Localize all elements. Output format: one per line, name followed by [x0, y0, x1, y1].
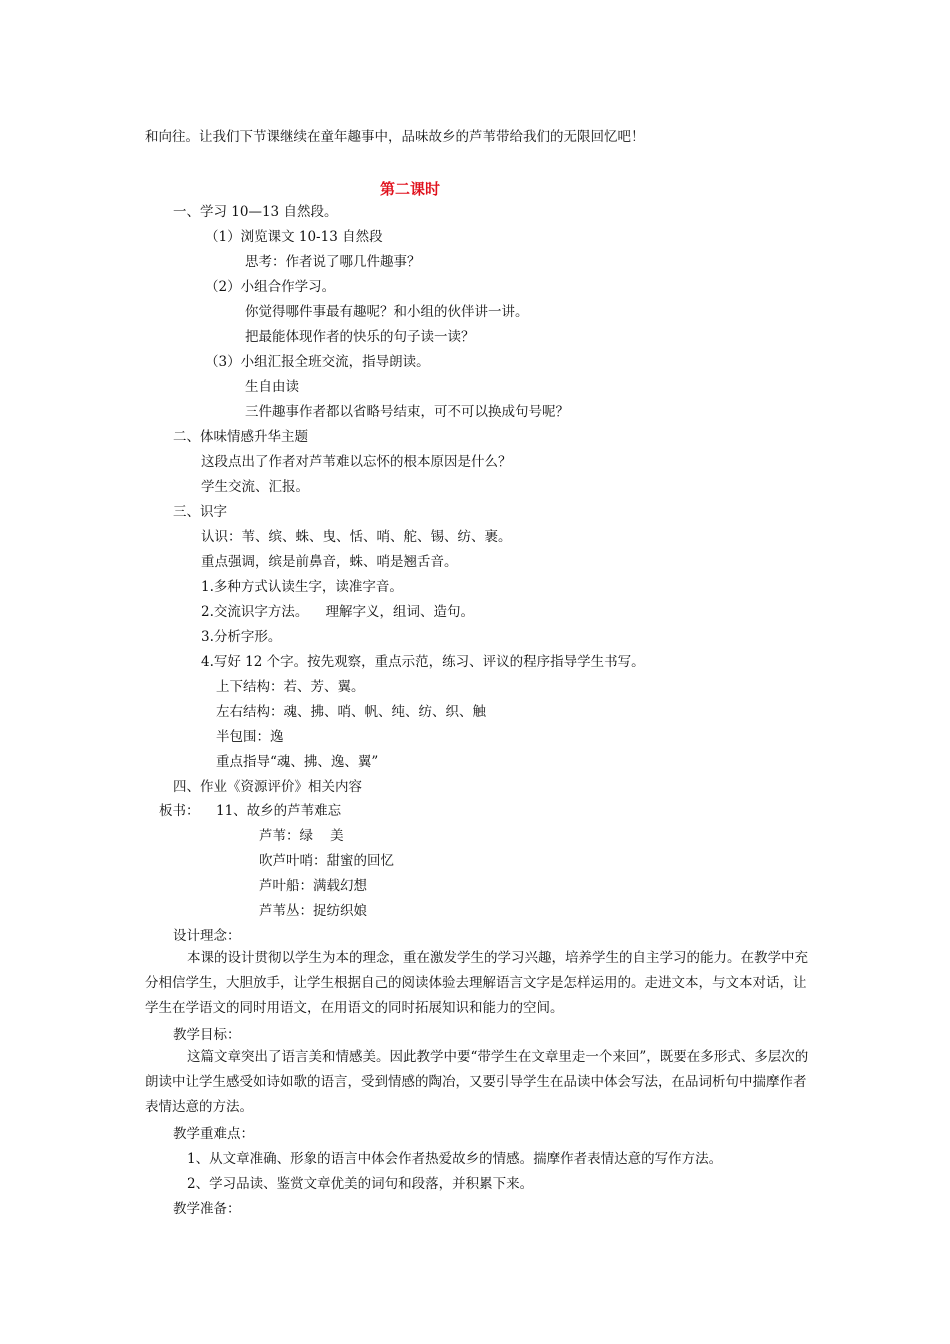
- design-body: 本课的设计贯彻以学生为本的理念，重在激发学生的学习兴趣，培养学生的自主学习的能力。在教学中充分相信学生，大胆放手，让学生根据自己的阅读体验去理解语言文字是怎样运用的。走进文本，与文本对话，让学生在学语文的同时用语文，在用语文的同时拓展知识和能力的空间。: [145, 950, 808, 1016]
- board-row: 芦苇：绿 美: [259, 828, 344, 844]
- section1-step3-a: 生自由读: [245, 379, 299, 395]
- section1-step3-b: 三件趣事作者都以省略号结束，可不可以换成句号呢？: [245, 404, 569, 420]
- board-row: 芦叶船：满载幻想: [259, 878, 367, 894]
- section3-struct2: 左右结构：魂、拂、哨、帆、纯、纺、织、触: [216, 704, 486, 720]
- section3-struct3: 半包围：逸: [216, 729, 284, 745]
- intro-line: 和向往。让我们下节课继续在童年趣事中，品味故乡的芦苇带给我们的无限回忆吧！: [145, 129, 645, 145]
- board-row: 吹芦叶哨：甜蜜的回忆: [259, 853, 394, 869]
- section1-step1-question: 思考：作者说了哪几件趣事？: [245, 254, 421, 270]
- prep-heading: 教学准备：: [173, 1201, 241, 1217]
- goal-heading: 教学目标：: [173, 1027, 241, 1043]
- section4-heading: 四、作业《资源评价》相关内容: [173, 779, 362, 795]
- section3-recognize: 认识：苇、缤、蛛、曳、恬、哨、舵、锡、纺、裹。: [201, 529, 512, 545]
- section3-item2: 2.交流识字方法。 理解字义，组词、造句。: [201, 604, 475, 620]
- design-heading: 设计理念：: [173, 928, 241, 944]
- key-item2: 2、学习品读、鉴赏文章优美的词句和段落，并积累下来。: [187, 1176, 534, 1192]
- section1-step1: （1）浏览课文 10-13 自然段: [205, 229, 383, 245]
- section3-item4: 4.写好 12 个字。按先观察，重点示范，练习、评议的程序指导学生书写。: [201, 654, 645, 670]
- lesson-title: 第二课时: [379, 180, 440, 198]
- section3-emphasis: 重点强调，缤是前鼻音，蛛、哨是翘舌音。: [201, 554, 458, 570]
- goal-body: 这篇文章突出了语言美和情感美。因此教学中要“带学生在文章里走一个来回”，既要在多形式、多层次的朗读中让学生感受如诗如歌的语言，受到情感的陶冶，又要引导学生在品读中体会写法，在品词析句中揣摩作者表情达意的方法。: [145, 1049, 809, 1115]
- section2-line1: 这段点出了作者对芦苇难以忘怀的根本原因是什么？: [201, 454, 512, 470]
- section1-step3: （3）小组汇报全班交流，指导朗读。: [205, 354, 430, 370]
- section1-heading: 一、学习 10—13 自然段。: [173, 204, 338, 220]
- section3-item1: 1.多种方式认读生字，读准字音。: [201, 579, 403, 595]
- board-row: 芦苇丛：捉纺织娘: [259, 903, 367, 919]
- board-label: 板书：: [159, 803, 200, 819]
- section1-step2: （2）小组合作学习。: [205, 279, 336, 295]
- section1-step2-b: 把最能体现作者的快乐的句子读一读？: [245, 329, 475, 345]
- section3-struct1: 上下结构：若、芳、翼。: [216, 679, 365, 695]
- section2-heading: 二、体味情感升华主题: [173, 429, 308, 445]
- section3-item3: 3.分析字形。: [201, 629, 282, 645]
- section1-step2-a: 你觉得哪件事最有趣呢？和小组的伙伴讲一讲。: [245, 304, 529, 320]
- key-item1: 1、从文章准确、形象的语言中体会作者热爱故乡的情感。揣摩作者表情达意的写作方法。: [187, 1151, 723, 1167]
- section3-heading: 三、识字: [173, 504, 227, 520]
- board-title: 11、故乡的芦苇难忘: [216, 803, 342, 819]
- key-heading: 教学重难点：: [173, 1126, 254, 1142]
- section2-line2: 学生交流、汇报。: [201, 479, 309, 495]
- section3-struct4: 重点指导“魂、拂、逸、翼”: [216, 754, 379, 770]
